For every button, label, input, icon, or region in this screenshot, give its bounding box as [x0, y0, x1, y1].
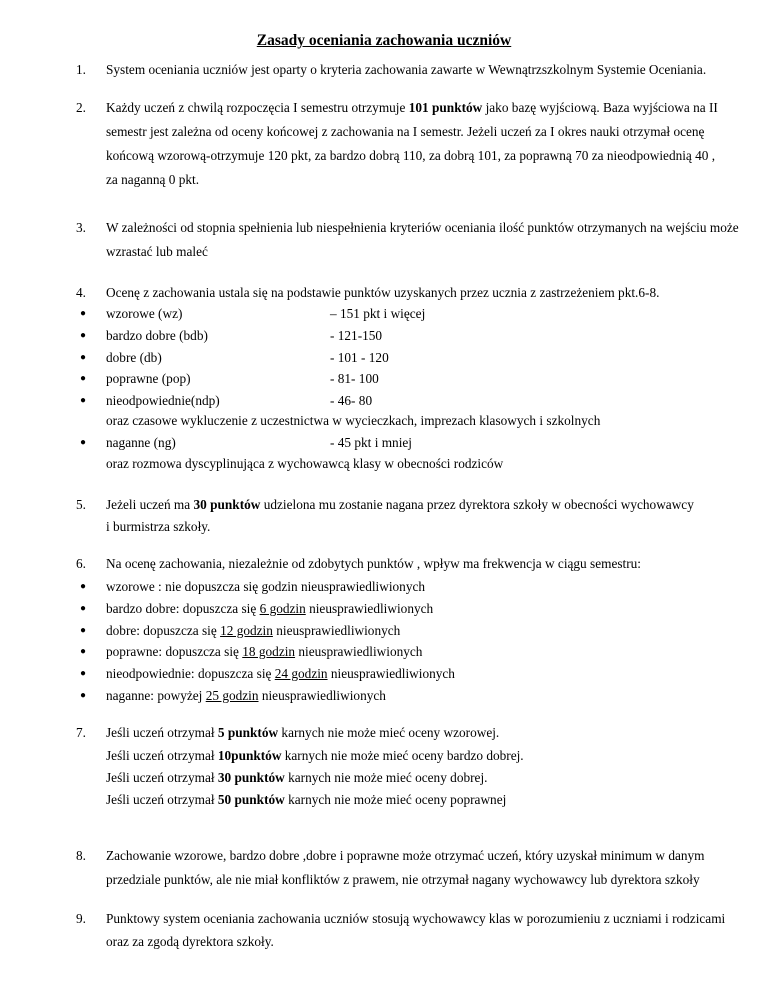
item-number: 7.: [76, 725, 86, 740]
bullet-icon: ●: [80, 330, 87, 341]
item-number: 6.: [76, 556, 86, 571]
item-8-line-2: przedziale punktów, ale nie miał konfliktów z prawem, nie otrzymał nagany wychowawcy lub dyrektora szkoły: [106, 872, 700, 887]
grade-range: - 101 - 120: [330, 350, 389, 365]
bullet-icon: ●: [80, 373, 87, 384]
item-4-intro: Ocenę z zachowania ustala się na podstawie punktów uzyskanych przez ucznia z zastrzeżeniem pkt.6-8.: [106, 285, 660, 300]
item-1-text: System oceniania uczniów jest oparty o kryteria zachowania zawarte w Wewnątrzszkolnym Systemie Oceniania.: [106, 62, 707, 77]
bullet-icon: ●: [80, 308, 87, 319]
grade-name: dobre (db): [106, 350, 162, 365]
item-3-line-1: W zależności od stopnia spełnienia lub niespełnienia kryteriów oceniania ilość punktów otrzymanych na wejściu może: [106, 220, 739, 235]
item-number: 5.: [76, 497, 86, 512]
penalty-line: Jeśli uczeń otrzymał 50 punktów karnych nie może mieć oceny poprawnej: [106, 792, 507, 807]
item-9-line-1: Punktowy system oceniania zachowania uczniów stosują wychowawcy klas w porozumieniu z uczniami i rodzicami: [106, 911, 726, 926]
bullet-icon: ●: [80, 625, 87, 636]
bullet-icon: ●: [80, 603, 87, 614]
grade-range: – 151 pkt i więcej: [330, 306, 426, 321]
grade-range: - 121-150: [330, 328, 383, 343]
item-number: 3.: [76, 220, 86, 235]
grade-name: wzorowe (wz): [106, 306, 183, 321]
penalty-line: Jeśli uczeń otrzymał 5 punktów karnych nie może mieć oceny wzorowej.: [106, 725, 500, 740]
item-9-line-2: oraz za zgodą dyrektora szkoły.: [106, 934, 274, 949]
item-number: 1.: [76, 62, 86, 77]
item-2-line-2: semestr jest zależna od oceny końcowej z zachowania na I semestr. Jeżeli uczeń za I okres nauki otrzymał ocenę: [106, 124, 705, 139]
item-2-line-4: za naganną 0 pkt.: [106, 172, 200, 187]
bullet-icon: ●: [80, 581, 87, 592]
item-2-line-3: końcową wzorową-otrzymuje 120 pkt, za bardzo dobrą 110, za dobrą 101, za poprawną 70 za nieodpowiednią 40 ,: [106, 148, 716, 163]
bullet-icon: ●: [80, 352, 87, 363]
item-number: 2.: [76, 100, 86, 115]
attendance-rule: poprawne: dopuszcza się 18 godzin nieusprawiedliwionych: [106, 644, 423, 659]
grade-range: - 45 pkt i mniej: [330, 435, 412, 450]
bullet-icon: ●: [80, 668, 87, 679]
grade-range: - 81- 100: [330, 371, 379, 386]
item-number: 4.: [76, 285, 86, 300]
penalty-line: Jeśli uczeń otrzymał 30 punktów karnych nie może mieć oceny dobrej.: [106, 770, 488, 785]
item-number: 9.: [76, 911, 86, 926]
grade-name: bardzo dobre (bdb): [106, 328, 208, 343]
item-5-line-1: Jeżeli uczeń ma 30 punktów udzielona mu zostanie nagana przez dyrektora szkoły w obecności wychowawcy: [106, 497, 694, 512]
reprimand-points: 30 punktów: [193, 497, 261, 512]
attendance-rule: wzorowe : nie dopuszcza się godzin nieusprawiedliwionych: [106, 579, 426, 594]
attendance-rule: bardzo dobre: dopuszcza się 6 godzin nieusprawiedliwionych: [106, 601, 434, 616]
item-8-line-1: Zachowanie wzorowe, bardzo dobre ,dobre i poprawne może otrzymać uczeń, który uzyskał minimum w danym: [106, 848, 705, 863]
bullet-icon: ●: [80, 395, 87, 406]
base-points: 101 punktów: [408, 100, 483, 115]
grade-name: poprawne (pop): [106, 371, 191, 386]
item-6-intro: Na ocenę zachowania, niezależnie od zdobytych punktów , wpływ ma frekwencja w ciągu semestru:: [106, 556, 641, 571]
grade-ng-note: oraz rozmowa dyscyplinująca z wychowawcą klasy w obecności rodziców: [106, 456, 504, 471]
bullet-icon: ●: [80, 437, 87, 448]
grade-name: naganne (ng): [106, 435, 176, 450]
page-title: Zasady oceniania zachowania uczniów: [256, 32, 512, 49]
bullet-icon: ●: [80, 690, 87, 701]
item-5-line-2: i burmistrza szkoły.: [106, 519, 211, 534]
item-3-line-2: wzrastać lub maleć: [106, 244, 208, 259]
attendance-rule: naganne: powyżej 25 godzin nieusprawiedliwionych: [106, 688, 386, 703]
grade-ndp-note: oraz czasowe wykluczenie z uczestnictwa w wycieczkach, imprezach klasowych i szkolnych: [106, 413, 601, 428]
item-2-line-1: Każdy uczeń z chwilą rozpoczęcia I semestru otrzymuje 101 punktów jako bazę wyjściową. Baza wyjściowa na II: [106, 100, 718, 115]
grade-name: nieodpowiednie(ndp): [106, 393, 220, 408]
grade-range: - 46- 80: [330, 393, 373, 408]
attendance-rule: dobre: dopuszcza się 12 godzin nieusprawiedliwionych: [106, 623, 401, 638]
attendance-rule: nieodpowiednie: dopuszcza się 24 godzin nieusprawiedliwionych: [106, 666, 455, 681]
item-number: 8.: [76, 848, 86, 863]
bullet-icon: ●: [80, 646, 87, 657]
penalty-line: Jeśli uczeń otrzymał 10punktów karnych nie może mieć oceny bardzo dobrej.: [106, 748, 524, 763]
